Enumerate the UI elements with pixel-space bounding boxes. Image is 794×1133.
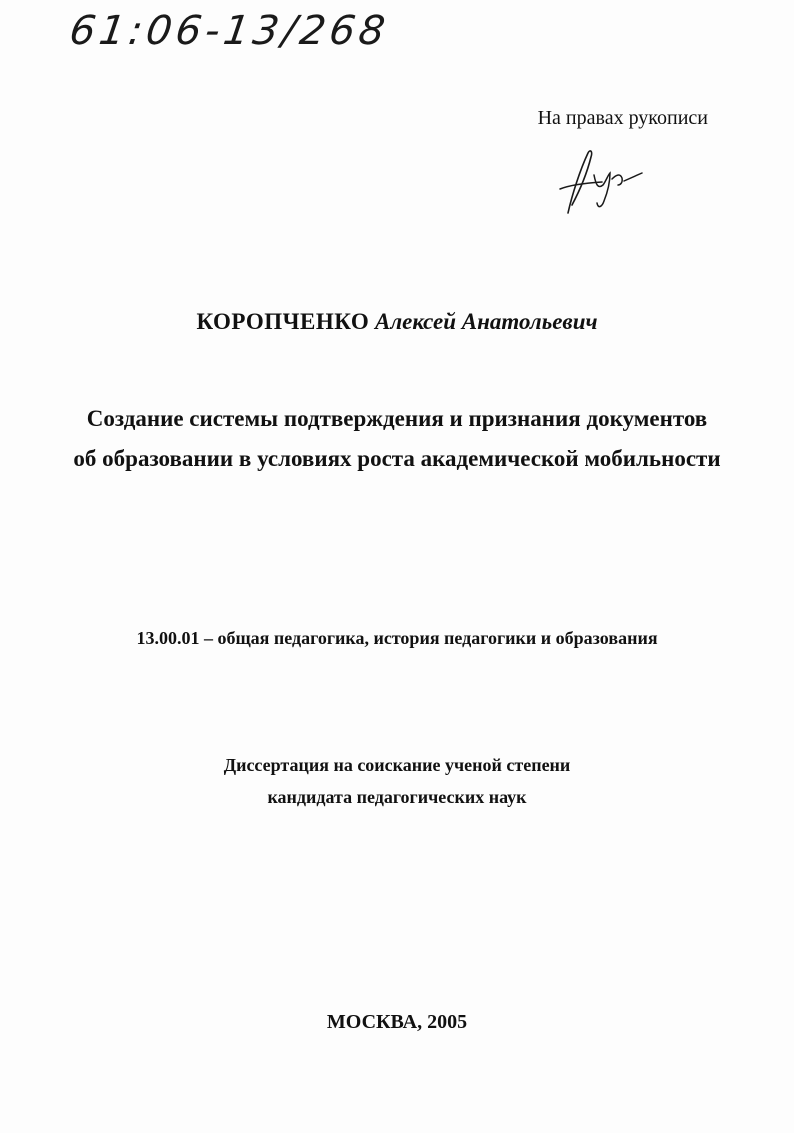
degree-line: кандидата педагогических наук [267, 787, 527, 807]
degree-line: Диссертация на соискание ученой степени [223, 755, 571, 775]
dissertation-title [0, 399, 794, 479]
specialty-code: 13.00.01 – общая педагогика, история педагогики и образования [136, 628, 658, 648]
archive-number-handwritten: 61:06-13/268 [66, 8, 392, 54]
author-name [0, 309, 794, 335]
degree-statement [0, 749, 794, 813]
rights-note: На правах рукописи [537, 107, 708, 129]
title-line: Создание системы подтверждения и признания документов [86, 406, 708, 431]
title-line: об образовании в условиях роста академической мобильности [73, 446, 721, 471]
author-surname: КОРОПЧЕНКО [196, 309, 370, 334]
signature-icon [550, 145, 650, 220]
city-year: МОСКВА, 2005 [326, 1011, 468, 1033]
author-given-names: Алексей Анатольевич [374, 309, 598, 334]
